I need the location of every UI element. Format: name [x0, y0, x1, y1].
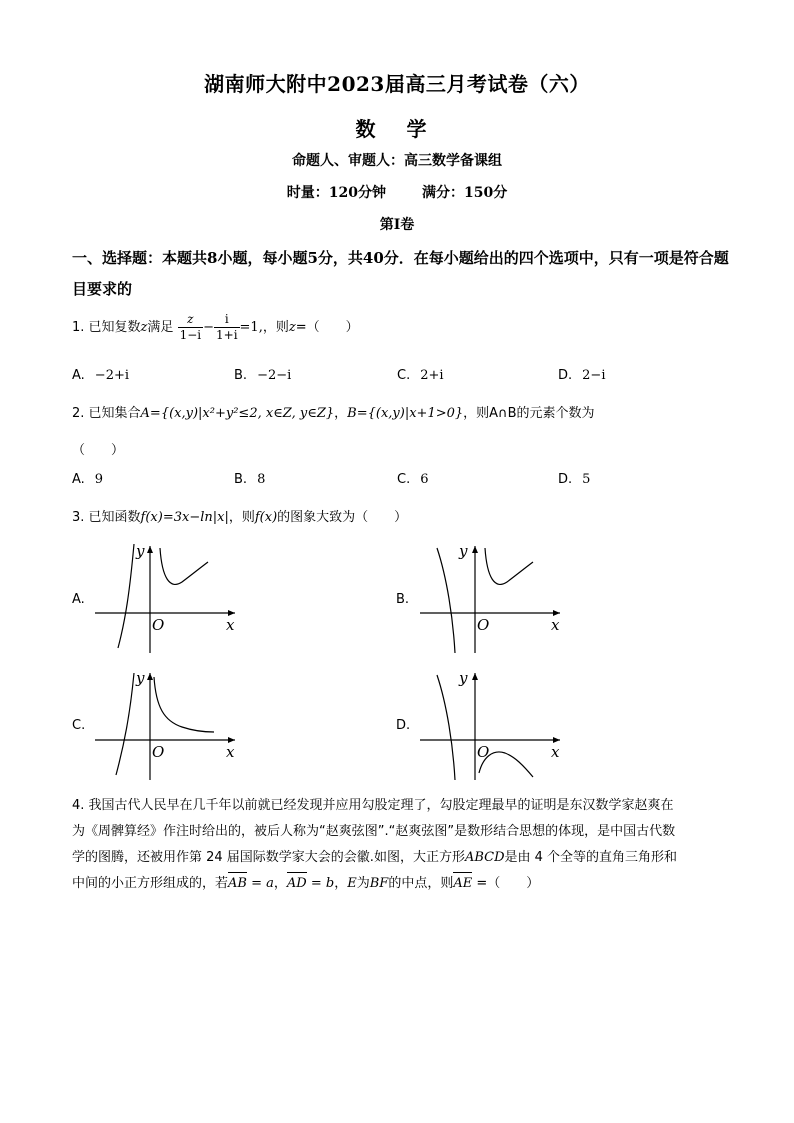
set-b: B={(x,y)|x+1>0} — [347, 406, 464, 421]
set-a: A={(x,y)|x²+y²≤2, x∈Z, y∈Z} — [140, 406, 335, 421]
x-label: x — [226, 743, 235, 761]
volume-label: 第I卷 — [379, 217, 415, 233]
q2-option-c[interactable]: C. 6 — [397, 472, 429, 487]
graph-a-label[interactable]: A. — [72, 592, 85, 607]
question-3: 3. 已知函数f(x)=3x−ln|x|，则f(x)的图象大致为（ ） — [72, 510, 408, 525]
q1-option-b[interactable]: B. −2−i — [234, 368, 292, 383]
origin-label: O — [152, 743, 165, 761]
graph-c-label[interactable]: C. — [72, 718, 86, 733]
full-score: 满分：150分 — [422, 185, 508, 201]
curve-right — [160, 548, 208, 584]
q4-line-1: 4. 我国古代人民早在几千年以前就已经发现并应用勾股定理了，勾股定理最早的证明是东汉数学家赵爽在 — [72, 798, 674, 813]
graph-c[interactable] — [90, 665, 250, 785]
graph-a[interactable] — [90, 538, 250, 658]
q1-suffix: ，则 — [262, 320, 289, 335]
q2-option-a[interactable]: A. 9 — [72, 472, 104, 487]
authors-line: 命题人、审题人：高三数学备课组 — [292, 153, 502, 169]
vector-ae: AE — [453, 871, 472, 897]
q3-function: f(x)=3x−ln|x| — [140, 510, 229, 525]
section-heading: 一、选择题：本题共8小题，每小题5分，共40分．在每小题给出的四个选项中，只有一项是符合题目要求的 — [72, 249, 729, 298]
y-axis-arrow — [472, 673, 478, 680]
curve-right — [485, 548, 533, 584]
graph-b-label[interactable]: B. — [396, 592, 410, 607]
q1-fraction-1: $\frac{z}{1-i}$ — [179, 312, 202, 342]
q1-eq: =1, — [239, 320, 263, 335]
vector-ad: AD — [287, 871, 307, 897]
origin-label: O — [152, 616, 165, 634]
curve-left — [118, 544, 134, 648]
q1-fraction-2: $\frac{i}{1+i}$ — [216, 312, 238, 342]
x-label: x — [551, 616, 560, 634]
graph-d[interactable] — [415, 665, 575, 785]
question-2: 2. 已知集合A={(x,y)|x²+y²≤2, x∈Z, y∈Z}，B={(x,y)|x+1>0}，则A∩B的元素个数为 — [72, 406, 595, 421]
question-4 — [72, 793, 724, 897]
q1-option-d[interactable]: D. 2−i — [558, 368, 606, 383]
y-label: y — [136, 669, 145, 687]
origin-label: O — [477, 743, 490, 761]
q1-option-a[interactable]: A. −2+i — [72, 368, 130, 383]
graph-d-label[interactable]: D. — [396, 718, 411, 733]
q2-paren: （ ） — [72, 443, 125, 458]
q2-option-b[interactable]: B. 8 — [234, 472, 266, 487]
q1-option-c[interactable]: C. 2+i — [397, 368, 444, 383]
q1-mid: 满足 — [147, 320, 174, 335]
graph-b[interactable] — [415, 538, 575, 658]
curve-right — [154, 677, 214, 732]
q4-line-3: 学的图腾，还被用作第 24 届国际数学家大会的会徽.如图，大正方形ABCD是由 4 个全等的直角三角形和 — [72, 850, 678, 865]
q1-prefix: 1. 已知复数 — [72, 320, 141, 335]
x-label: x — [551, 743, 560, 761]
y-axis-arrow — [472, 546, 478, 553]
y-label: y — [459, 542, 468, 560]
subject-title: 数 学 — [355, 117, 439, 141]
vector-ab: AB — [228, 871, 247, 897]
origin-label: O — [477, 616, 490, 634]
y-label: y — [136, 542, 145, 560]
y-axis-arrow — [147, 673, 153, 680]
exam-title: 湖南师大附中2023届高三月考试卷（六） — [204, 72, 590, 96]
y-label: y — [459, 669, 468, 687]
time-score-line — [0, 182, 794, 202]
curve-left — [116, 673, 134, 775]
q2-option-d[interactable]: D. 5 — [558, 472, 591, 487]
time-limit: 时量：120分钟 — [286, 185, 386, 201]
curve-left — [437, 548, 455, 653]
question-1: 1. 已知复数z满足 $\frac{z}{1-i}$ − $\frac{i}{1+i}$ =1,，则z=（ ） — [72, 312, 359, 342]
q4-line-2: 为《周髀算经》作注时给出的，被后人称为“赵爽弦图”.“赵爽弦图”是数形结合思想的体现，是中国古代数 — [72, 824, 676, 839]
q4-line-4: 中间的小正方形组成的，若AB = a，AD = b，E为BF的中点，则AE =（ ） — [72, 871, 724, 897]
y-axis-arrow — [147, 546, 153, 553]
q1-options — [72, 368, 732, 388]
curve-left — [437, 675, 455, 780]
q1-minus: − — [203, 320, 214, 335]
q1-var: z — [140, 320, 148, 335]
q2-options — [72, 472, 732, 492]
x-label: x — [226, 616, 235, 634]
